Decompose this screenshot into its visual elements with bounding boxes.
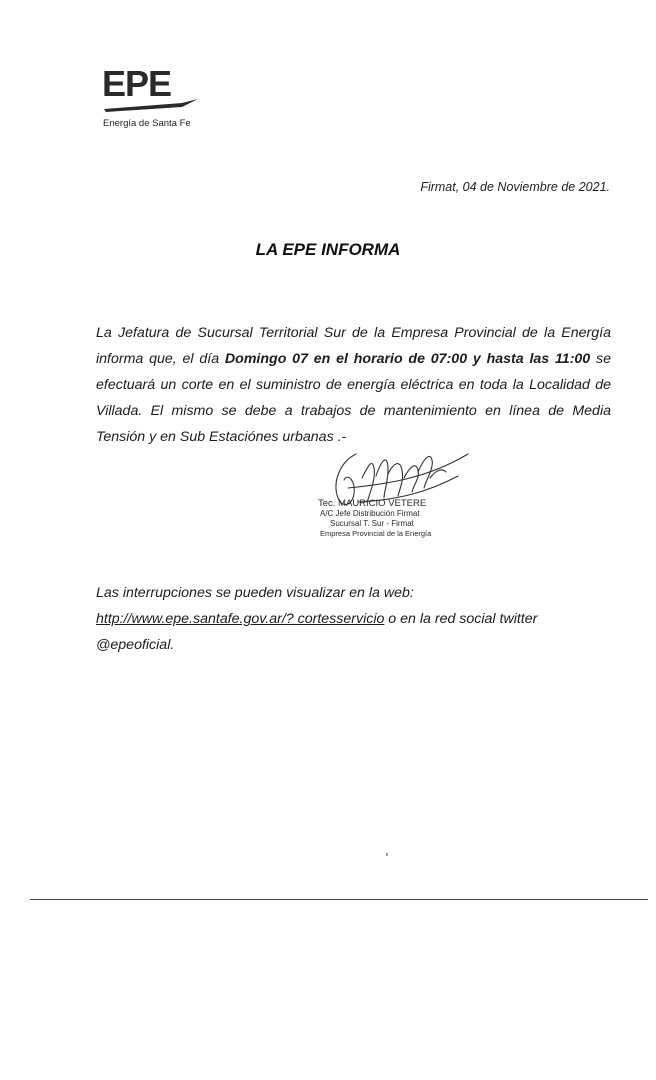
footer-link-line — [96, 606, 616, 632]
page-title: LA EPE INFORMA — [255, 240, 401, 259]
footer-intro: Las interrupciones se pueden visualizar en la web: — [96, 585, 414, 601]
stamp-company: Empresa Provincial de la Energía — [320, 529, 432, 538]
epe-logo-mark — [100, 62, 205, 114]
paragraph-schedule: Domingo 07 en el horario de 07:00 y hasta las 11:00 — [224, 351, 591, 367]
scan-speck — [386, 853, 388, 856]
paragraph-details: se efectuará un corte en el suministro de energía eléctrica en toda la Localidad de Villada. El mismo se debe a trabajos de mantenimiento en línea de Media Tensión y en Sub Estaciónes urbanas .- — [96, 351, 611, 445]
bottom-rule — [30, 899, 648, 900]
paragraph-intro: La Jefatura de Sucursal Territorial Sur de la Empresa Provincial de la Energía informa que, el día — [96, 325, 611, 367]
logo-subtitle: Energía de Santa Fe — [103, 118, 191, 129]
signature-stamp — [318, 448, 478, 548]
twitter-handle: @epeoficial. — [96, 637, 175, 653]
stamp-branch: Sucursal T. Sur - Firmat — [330, 519, 414, 528]
footer-info — [96, 580, 616, 658]
website-link[interactable]: http://www.epe.santafe.gov.ar/? cortesservicio — [96, 611, 385, 627]
stamp-name: Tec. MAURICIO VETERE — [318, 498, 427, 509]
announcement-paragraph — [96, 320, 611, 450]
stamp-position: A/C Jefe Distribución Firmat — [320, 509, 420, 518]
logo-wordmark: EPE — [102, 63, 172, 104]
date-line: Firmat, 04 de Noviembre de 2021. — [420, 180, 610, 194]
footer-social-text: o en la red social twitter — [384, 611, 538, 627]
epe-logo — [100, 62, 220, 129]
